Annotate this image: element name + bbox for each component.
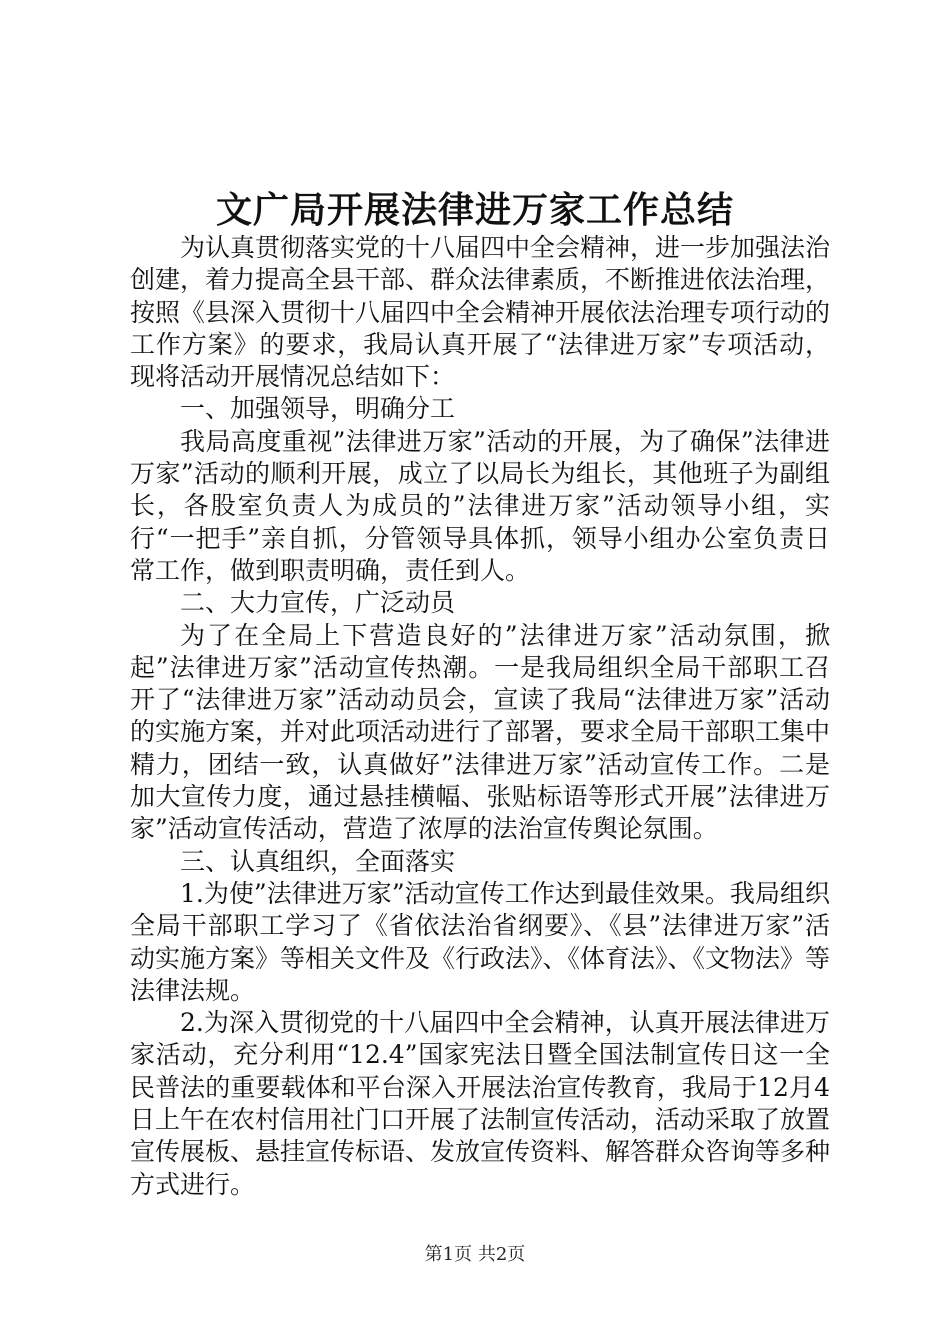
paragraph-intro: 为认真贯彻落实党的十八届四中全会精神，进一步加强法治创建，着力提高全县干部、群众法律素质，不断推进依法治理，按照《县深入贯彻十八届四中全会精神开展依法治理专项行动的工作方案》的要求，我局认真开展了“法律进万家”专项活动，现将活动开展情况总结如下： [130, 233, 831, 392]
section-heading-2: 二、大力宣传，广泛动员 [180, 588, 456, 618]
document-body [130, 232, 830, 1201]
section-heading-3: 三、认真组织，全面落实 [180, 846, 456, 876]
paragraph-section-1: 我局高度重视”法律进万家”活动的开展，为了确保”法律进万家”活动的顺利开展，成立了以局长为组长，其他班子为副组长，各股室负责人为成员的”法律进万家”活动领导小组，实行“一把手”亲自抓，分管领导具体抓，领导小组办公室负责日常工作，做到职责明确，责任到人。 [130, 426, 830, 585]
page-footer: 第1页 共2页 [424, 1244, 526, 1265]
section-heading-1: 一、加强领导，明确分工 [180, 394, 456, 424]
paragraph-section-3-item-2: 2.为深入贯彻党的十八届四中全会精神，认真开展法律进万家活动，充分利用“12.4”国家宪法日暨全国法制宣传日这一全民普法的重要载体和平台深入开展法治宣传教育，我局于12月4日上午在农村信用社门口开展了法制宣传活动，活动采取了放置宣传展板、悬挂宣传标语、发放宣传资料、解答群众咨询等多种方式进行。 [130, 1008, 831, 1199]
paragraph-section-2: 为了在全局上下营造良好的”法律进万家”活动氛围，掀起”法律进万家”活动宣传热潮。一是我局组织全局干部职工召开了“法律进万家”活动动员会，宣读了我局“法律进万家”活动的实施方案，并对此项活动进行了部署，要求全局干部职工集中精力，团结一致，认真做好”法律进万家”活动宣传工作。二是加大宣传力度，通过悬挂横幅、张贴标语等形式开展”法律进万家”活动宣传活动，营造了浓厚的法治宣传舆论氛围。 [130, 620, 831, 844]
document-title: 文广局开展法律进万家工作总结 [215, 189, 734, 231]
paragraph-section-3-item-1: 1.为使”法律进万家”活动宣传工作达到最佳效果。我局组织全局干部职工学习了《省依法治省纲要》、《县”法律进万家”活动实施方案》等相关文件及《行政法》、《体育法》、《文物法》等法律法规。 [130, 878, 831, 1005]
